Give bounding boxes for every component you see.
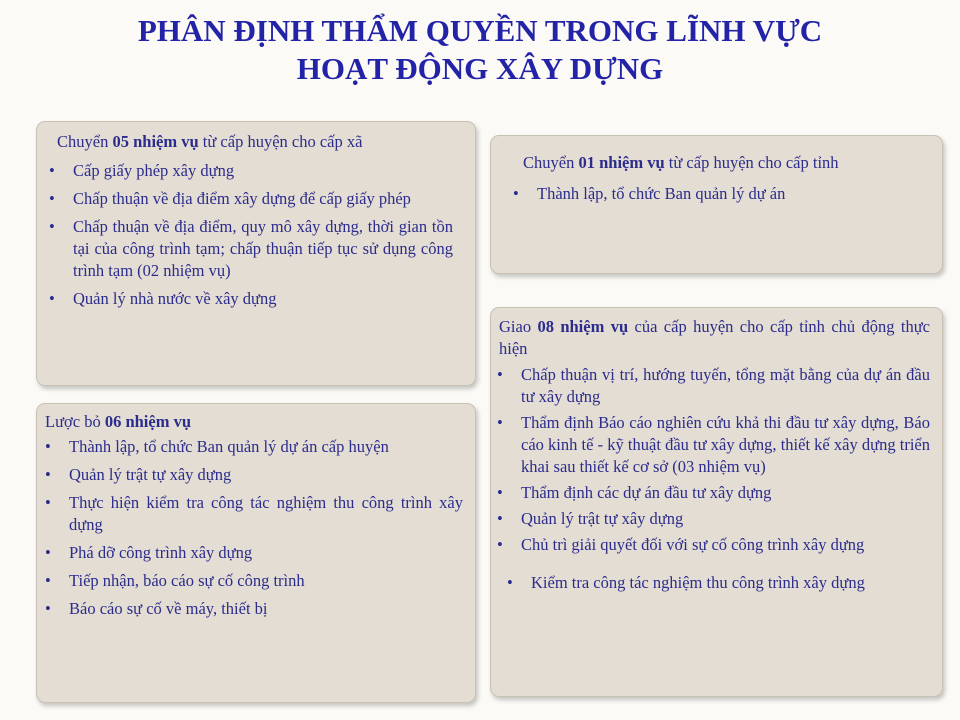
page-title (0, 12, 960, 88)
list-item: • Kiểm tra công tác nghiệm thu công trình xây dựng (531, 572, 930, 594)
list-item: • Thành lập, tổ chức Ban quản lý dự án cấp huyện (69, 436, 463, 458)
list-item: • Quản lý nhà nước về xây dựng (73, 288, 453, 310)
list-item: • Thực hiện kiểm tra công tác nghiệm thu công trình xây dựng (69, 492, 463, 536)
list-item: • Quản lý trật tự xây dựng (69, 464, 463, 486)
transfer-to-province-box (490, 135, 943, 274)
box-heading: Lược bỏ 06 nhiệm vụ (45, 412, 192, 431)
list-item: • Thẩm định các dự án đầu tư xây dựng (521, 482, 930, 504)
list-item: • Cấp giấy phép xây dựng (73, 160, 453, 182)
list-item: • Quản lý trật tự xây dựng (521, 508, 930, 530)
list-item: • Báo cáo sự cố về máy, thiết bị (69, 598, 463, 620)
box-heading: Chuyển 05 nhiệm vụ từ cấp huyện cho cấp xã (57, 132, 363, 151)
list-item: • Chấp thuận về địa điểm xây dựng để cấp giấy phép (73, 188, 453, 210)
title-line-2: HOẠT ĐỘNG XÂY DỰNG (296, 51, 664, 86)
list-item: • Thẩm định Báo cáo nghiên cứu khả thi đầu tư xây dựng, Báo cáo kinh tế - kỹ thuật đầu tư xây dựng, thiết kế xây dựng triển khai sau thiết kế cơ sở (03 nhiệm vụ) (521, 412, 930, 478)
box-heading: Chuyển 01 nhiệm vụ từ cấp huyện cho cấp tỉnh (523, 153, 839, 172)
list-item: • Tiếp nhận, báo cáo sự cố công trình (69, 570, 463, 592)
assigned-to-province-box (490, 307, 943, 697)
task-list (69, 436, 463, 620)
list-item: • Chấp thuận về địa điểm, quy mô xây dựng, thời gian tồn tại của công trình tạm; chấp thuận tiếp tục sử dụng công trình tạm (02 nhiệm vụ) (73, 216, 453, 282)
title-line-1: PHÂN ĐỊNH THẨM QUYỀN TRONG LĨNH VỰC (137, 13, 823, 48)
list-item: • Chủ trì giải quyết đối với sự cố công trình xây dựng (521, 534, 930, 556)
box-heading: Giao 08 nhiệm vụ của cấp huyện cho cấp tỉnh chủ động thực hiện (499, 317, 930, 358)
list-item: • Chấp thuận vị trí, hướng tuyến, tổng mặt bằng của dự án đầu tư xây dựng (521, 364, 930, 408)
task-list (521, 364, 930, 594)
task-list (73, 160, 453, 310)
list-item: • Thành lập, tổ chức Ban quản lý dự án (537, 183, 922, 205)
list-item: • Phá dỡ công trình xây dựng (69, 542, 463, 564)
transfer-to-commune-box (36, 121, 476, 386)
task-list (537, 183, 922, 205)
removed-tasks-box (36, 403, 476, 703)
